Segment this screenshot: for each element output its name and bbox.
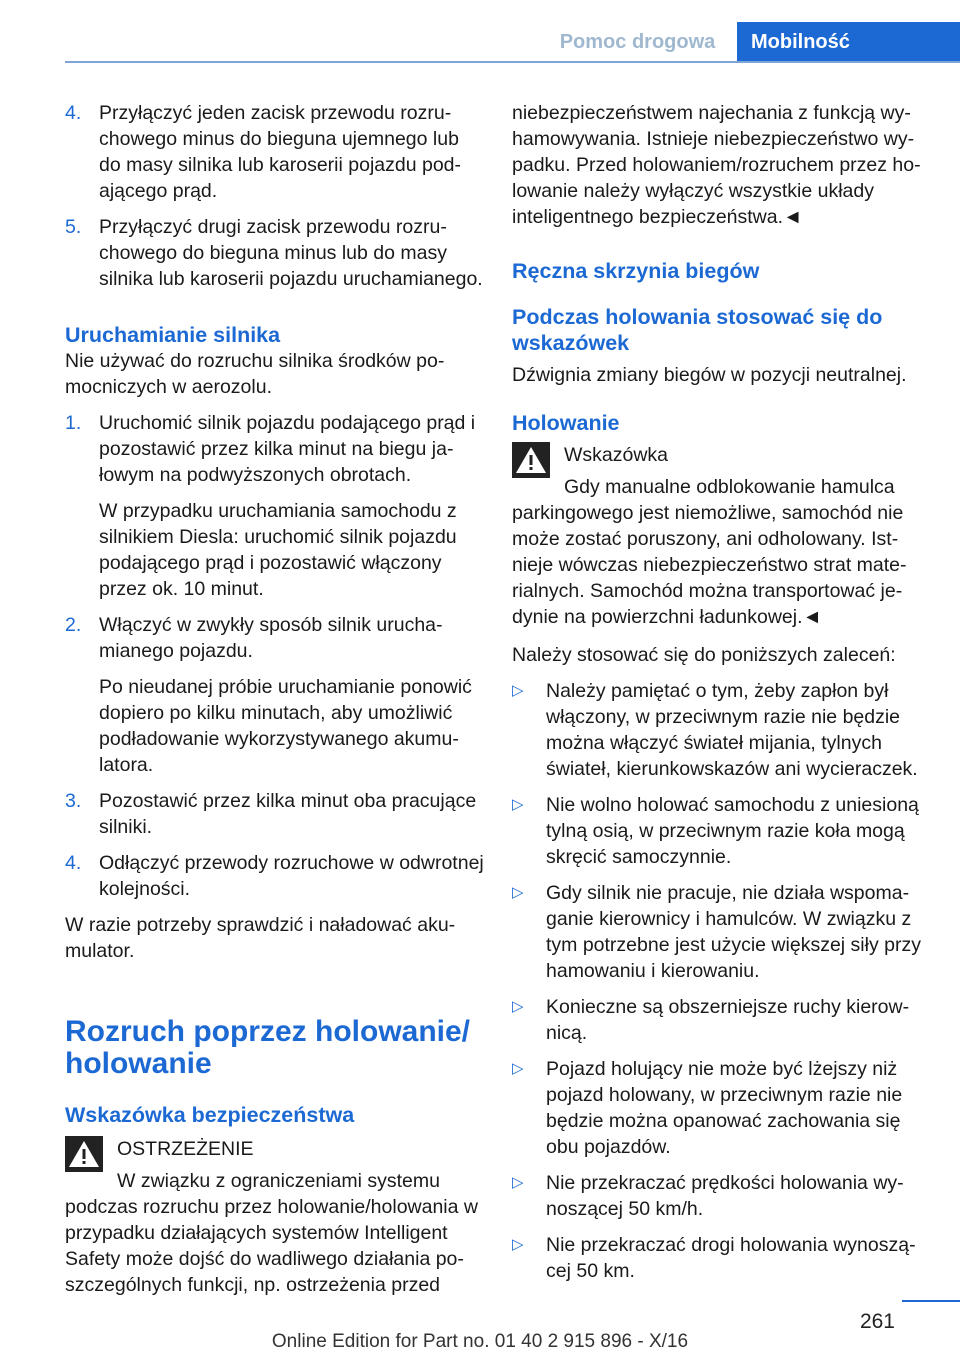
- page-number: 261: [859, 1310, 895, 1333]
- intro-text: Nie używać do rozruchu silnika środków pomocniczych w aerozolu.: [65, 350, 445, 398]
- list-item: ▷ Konieczne są obszerniejsze ruchy kierownicą.: [512, 996, 910, 1044]
- warning-triangle-icon: [65, 1136, 103, 1172]
- bullet-icon: ▷: [512, 884, 524, 901]
- list-item: ▷ Nie przekraczać drogi holowania wynoszącej 50 km.: [512, 1234, 916, 1282]
- after-text: W razie potrzeby sprawdzić i naładować akumulator.: [65, 914, 456, 962]
- header-section: Pomoc drogowa: [540, 22, 735, 62]
- warning-continuation: niebezpieczeństwem najechania z funkcją wyhamowywania. Istnieje niebezpieczeństwo wypadku. Przed holowaniem/rozruchem przez holowanie należy wyłączyć wszystkie układy inteligentnego bezpieczeństwa.◄: [512, 102, 921, 228]
- list-item: ▷ Gdy silnik nie pracuje, nie działa wspomaganie kierownicy i hamulców. W związku z tym potrzebne jest użycie większej siły przy hamowaniu i kierowaniu.: [512, 882, 921, 982]
- heading-towing: Holowanie: [512, 411, 620, 435]
- list-item: ▷ Nie przekraczać prędkości holowania wynoszącej 50 km/h.: [512, 1172, 904, 1220]
- list-intro: Należy stosować się do poniższych zaleceń:: [512, 644, 896, 666]
- step-item: 3. Pozostawić przez kilka minut oba pracujące silniki.: [65, 790, 477, 838]
- bullet-icon: ▷: [512, 796, 524, 813]
- bullet-icon: ▷: [512, 1174, 524, 1191]
- warning-text: W związku z ograniczeniami systemu podczas rozruchu przez holowanie/holowania w przypadku działających systemów Intelligent Safety może dojść do wadliwego działania poszczególnych funkcji, np. ostrzeżenia przed: [65, 1170, 478, 1296]
- bullet-icon: ▷: [512, 682, 524, 699]
- bullet-icon: ▷: [512, 1236, 524, 1253]
- footer-edition: Online Edition for Part no. 01 40 2 915 896 - X/16: [271, 1331, 689, 1352]
- warning-triangle-icon: [512, 442, 550, 478]
- list-item: ▷ Pojazd holujący nie może być lżejszy niż pojazd holowany, w przeciwnym razie nie będzie można opanować zachowania się obu pojazdów.: [512, 1058, 903, 1158]
- list-item: ▷ Należy pamiętać o tym, żeby zapłon był włączony, w przeciwnym razie nie będzie można włączyć świateł mijania, tylnych świateł, kierunkowskazów ani wycieraczek.: [512, 680, 918, 780]
- step-item: 4. Odłączyć przewody rozruchowe w odwrotnej kolejności.: [65, 852, 484, 900]
- step-item: 5. Przyłączyć drugi zacisk przewodu rozruchowego do bieguna minus lub do masy silnika lub karoserii pojazdu uruchamianego.: [65, 216, 483, 290]
- section-title: Rozruch poprzez holowanie/ holowanie: [65, 1015, 471, 1080]
- step-item: 2. Włączyć w zwykły sposób silnik uruchamianego pojazdu. Po nieudanej próbie uruchamianie ponowić dopiero po kilku minutach, aby umożliwić podładowanie wykorzystywanego akumulatora.: [65, 614, 472, 776]
- step-item: 4. Przyłączyć jeden zacisk przewodu rozruchowego minus do bieguna ujemnego lub do masy silnika lub karoserii pojazdu podającego prąd.: [65, 102, 462, 202]
- bullet-icon: ▷: [512, 998, 524, 1015]
- note-label: Wskazówka: [564, 444, 669, 466]
- left-column: [65, 100, 485, 1298]
- header-rule: [65, 61, 960, 63]
- note-text: Gdy manualne odblokowanie hamulca parkingowego jest niemożliwe, samochód nie może zostać poruszony, ani odholowany. Istnieje wówczas niebezpieczeństwo strat materialnych. Samochód można transportować jedynie na powierzchni ładunkowej.◄: [512, 476, 907, 628]
- warning-block: [65, 1136, 485, 1298]
- gear-text: Dźwignia zmiany biegów w pozycji neutralnej.: [512, 364, 907, 386]
- header-chapter: Mobilność: [737, 22, 960, 62]
- bullet-icon: ▷: [512, 1060, 524, 1077]
- list-item: ▷ Nie wolno holować samochodu z uniesioną tylną osią, w przeciwnym razie koła mogą skręcić samoczynnie.: [512, 794, 919, 868]
- heading-towing-note: Podczas holowania stosować się do wskazówek: [512, 305, 883, 355]
- heading-safety: Wskazówka bezpieczeństwa: [65, 1103, 355, 1127]
- footer-rule: [902, 1300, 960, 1302]
- right-column: [512, 100, 932, 1294]
- warning-label: OSTRZEŻENIE: [117, 1138, 254, 1160]
- step-item: 1. Uruchomić silnik pojazdu podającego prąd i pozostawić przez kilka minut na biegu jałowym na podwyższonych obrotach. W przypadku uruchamiania samochodu z silnikiem Diesla: uruchomić silnik pojazdu podającego prąd i pozostawić włączony przez ok. 10 minut.: [65, 412, 476, 600]
- heading-manual-gearbox: Ręczna skrzynia biegów: [512, 259, 760, 283]
- note-block: [512, 442, 932, 630]
- heading-engine-start: Uruchamianie silnika: [65, 323, 281, 347]
